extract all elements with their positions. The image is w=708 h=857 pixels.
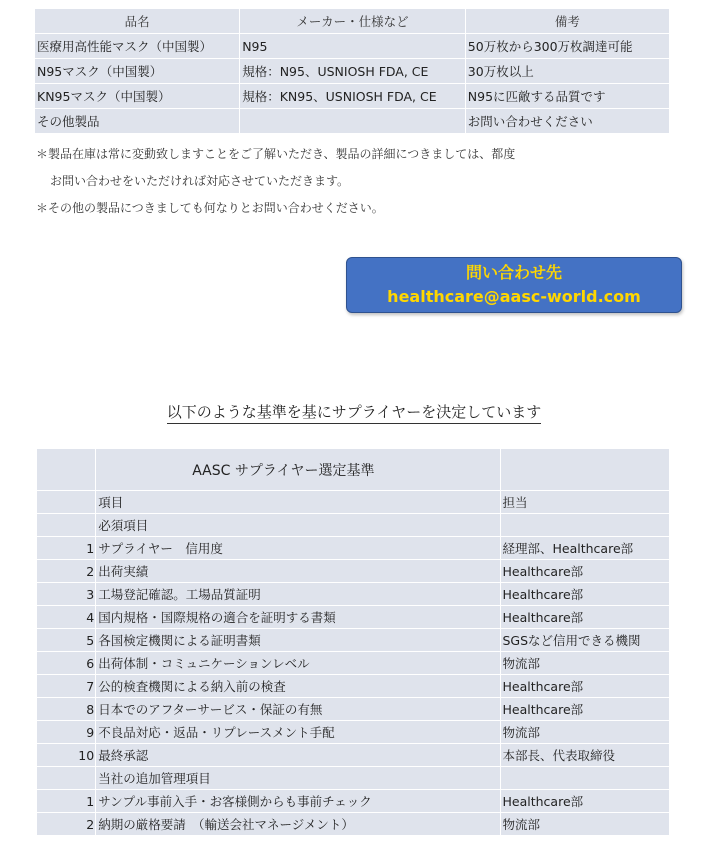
column-header: 備考 xyxy=(465,9,669,34)
criteria-owner: Healthcare部 xyxy=(500,698,670,721)
row-number: 2 xyxy=(37,813,96,836)
criteria-owner: Healthcare部 xyxy=(500,583,670,606)
product-table xyxy=(34,8,670,134)
product-spec: 規格：N95、USNIOSH FDA, CE xyxy=(240,59,466,84)
product-spec: N95 xyxy=(240,34,466,59)
table-row xyxy=(35,84,670,109)
row-number: 1 xyxy=(37,537,96,560)
stock-note-continued: お問い合わせをいただければ対応させていただきます。 xyxy=(50,174,350,188)
criteria-item: 出荷実績 xyxy=(96,560,500,583)
table-row xyxy=(37,721,670,744)
criteria-owner: SGSなど信用できる機関 xyxy=(500,629,670,652)
stock-note: ＊製品在庫は常に変動致しますことをご了解いただき、製品の詳細につきましては、都度 xyxy=(36,147,516,161)
row-number: 4 xyxy=(37,606,96,629)
table-row xyxy=(37,790,670,813)
row-number: 3 xyxy=(37,583,96,606)
row-number: 8 xyxy=(37,698,96,721)
row-number: 6 xyxy=(37,652,96,675)
criteria-owner: Healthcare部 xyxy=(500,675,670,698)
row-number: 10 xyxy=(37,744,96,767)
criteria-item: 公的検査機関による納入前の検査 xyxy=(96,675,500,698)
product-name: その他製品 xyxy=(35,109,240,134)
table-row xyxy=(37,652,670,675)
product-spec xyxy=(240,109,466,134)
criteria-owner: 物流部 xyxy=(500,721,670,744)
criteria-item: 納期の厳格要請 （輸送会社マネージメント） xyxy=(96,813,500,836)
column-header-item: 項目 xyxy=(96,491,500,514)
table-row xyxy=(37,813,670,836)
supplier-criteria-table xyxy=(36,448,670,836)
product-spec: 規格：KN95、USNIOSH FDA, CE xyxy=(240,84,466,109)
contact-title: 問い合わせ先 xyxy=(465,263,562,282)
table-title: AASC サプライヤー選定基準 xyxy=(96,449,500,491)
column-header: 品名 xyxy=(35,9,240,34)
product-remark: 50万枚から300万枚調達可能 xyxy=(465,34,669,59)
criteria-item: 日本でのアフターサービス・保証の有無 xyxy=(96,698,500,721)
table-row xyxy=(35,59,670,84)
row-number: 7 xyxy=(37,675,96,698)
table-row xyxy=(37,560,670,583)
table-row xyxy=(37,744,670,767)
table-row xyxy=(35,34,670,59)
criteria-item: 最終承認 xyxy=(96,744,500,767)
table-row xyxy=(37,537,670,560)
table-title-row xyxy=(37,449,670,491)
section-label: 必須項目 xyxy=(96,514,500,537)
column-header: メーカー・仕様など xyxy=(240,9,466,34)
row-number: 5 xyxy=(37,629,96,652)
table-header-row xyxy=(35,9,670,34)
product-name: 医療用高性能マスク（中国製） xyxy=(35,34,240,59)
row-number: 9 xyxy=(37,721,96,744)
criteria-owner: 経理部、Healthcare部 xyxy=(500,537,670,560)
criteria-item: 工場登記確認。工場品質証明 xyxy=(96,583,500,606)
contact-email-link[interactable]: healthcare@aasc-world.com xyxy=(387,287,641,306)
product-remark: N95に匹敵する品質です xyxy=(465,84,669,109)
criteria-owner: 物流部 xyxy=(500,652,670,675)
other-products-note: ＊その他の製品につきましても何なりとお問い合わせください。 xyxy=(36,201,384,215)
criteria-owner: 本部長、代表取締役 xyxy=(500,744,670,767)
product-name: KN95マスク（中国製） xyxy=(35,84,240,109)
criteria-owner: Healthcare部 xyxy=(500,790,670,813)
table-row xyxy=(37,675,670,698)
table-row xyxy=(37,606,670,629)
product-remark: 30万枚以上 xyxy=(465,59,669,84)
row-number: 2 xyxy=(37,560,96,583)
criteria-item: 不良品対応・返品・リプレースメント手配 xyxy=(96,721,500,744)
table-row xyxy=(35,109,670,134)
column-header-owner: 担当 xyxy=(500,491,670,514)
criteria-item: サプライヤー 信用度 xyxy=(96,537,500,560)
row-number: 1 xyxy=(37,790,96,813)
section-row xyxy=(37,767,670,790)
criteria-owner: Healthcare部 xyxy=(500,560,670,583)
table-row xyxy=(37,698,670,721)
criteria-item: 各国検定機関による証明書類 xyxy=(96,629,500,652)
criteria-item: 国内規格・国際規格の適合を証明する書類 xyxy=(96,606,500,629)
table-row xyxy=(37,629,670,652)
criteria-heading-text: 以下のような基準を基にサプライヤーを決定しています xyxy=(167,403,542,424)
criteria-owner: Healthcare部 xyxy=(500,606,670,629)
product-remark: お問い合わせください xyxy=(465,109,669,134)
criteria-owner: 物流部 xyxy=(500,813,670,836)
section-label: 当社の追加管理項目 xyxy=(96,767,500,790)
criteria-item: サンプル事前入手・お客様側からも事前チェック xyxy=(96,790,500,813)
contact-box xyxy=(346,257,682,313)
table-row xyxy=(37,583,670,606)
criteria-item: 出荷体制・コミュニケーションレベル xyxy=(96,652,500,675)
criteria-heading xyxy=(0,401,708,422)
product-name: N95マスク（中国製） xyxy=(35,59,240,84)
section-row xyxy=(37,514,670,537)
table-header-row xyxy=(37,491,670,514)
